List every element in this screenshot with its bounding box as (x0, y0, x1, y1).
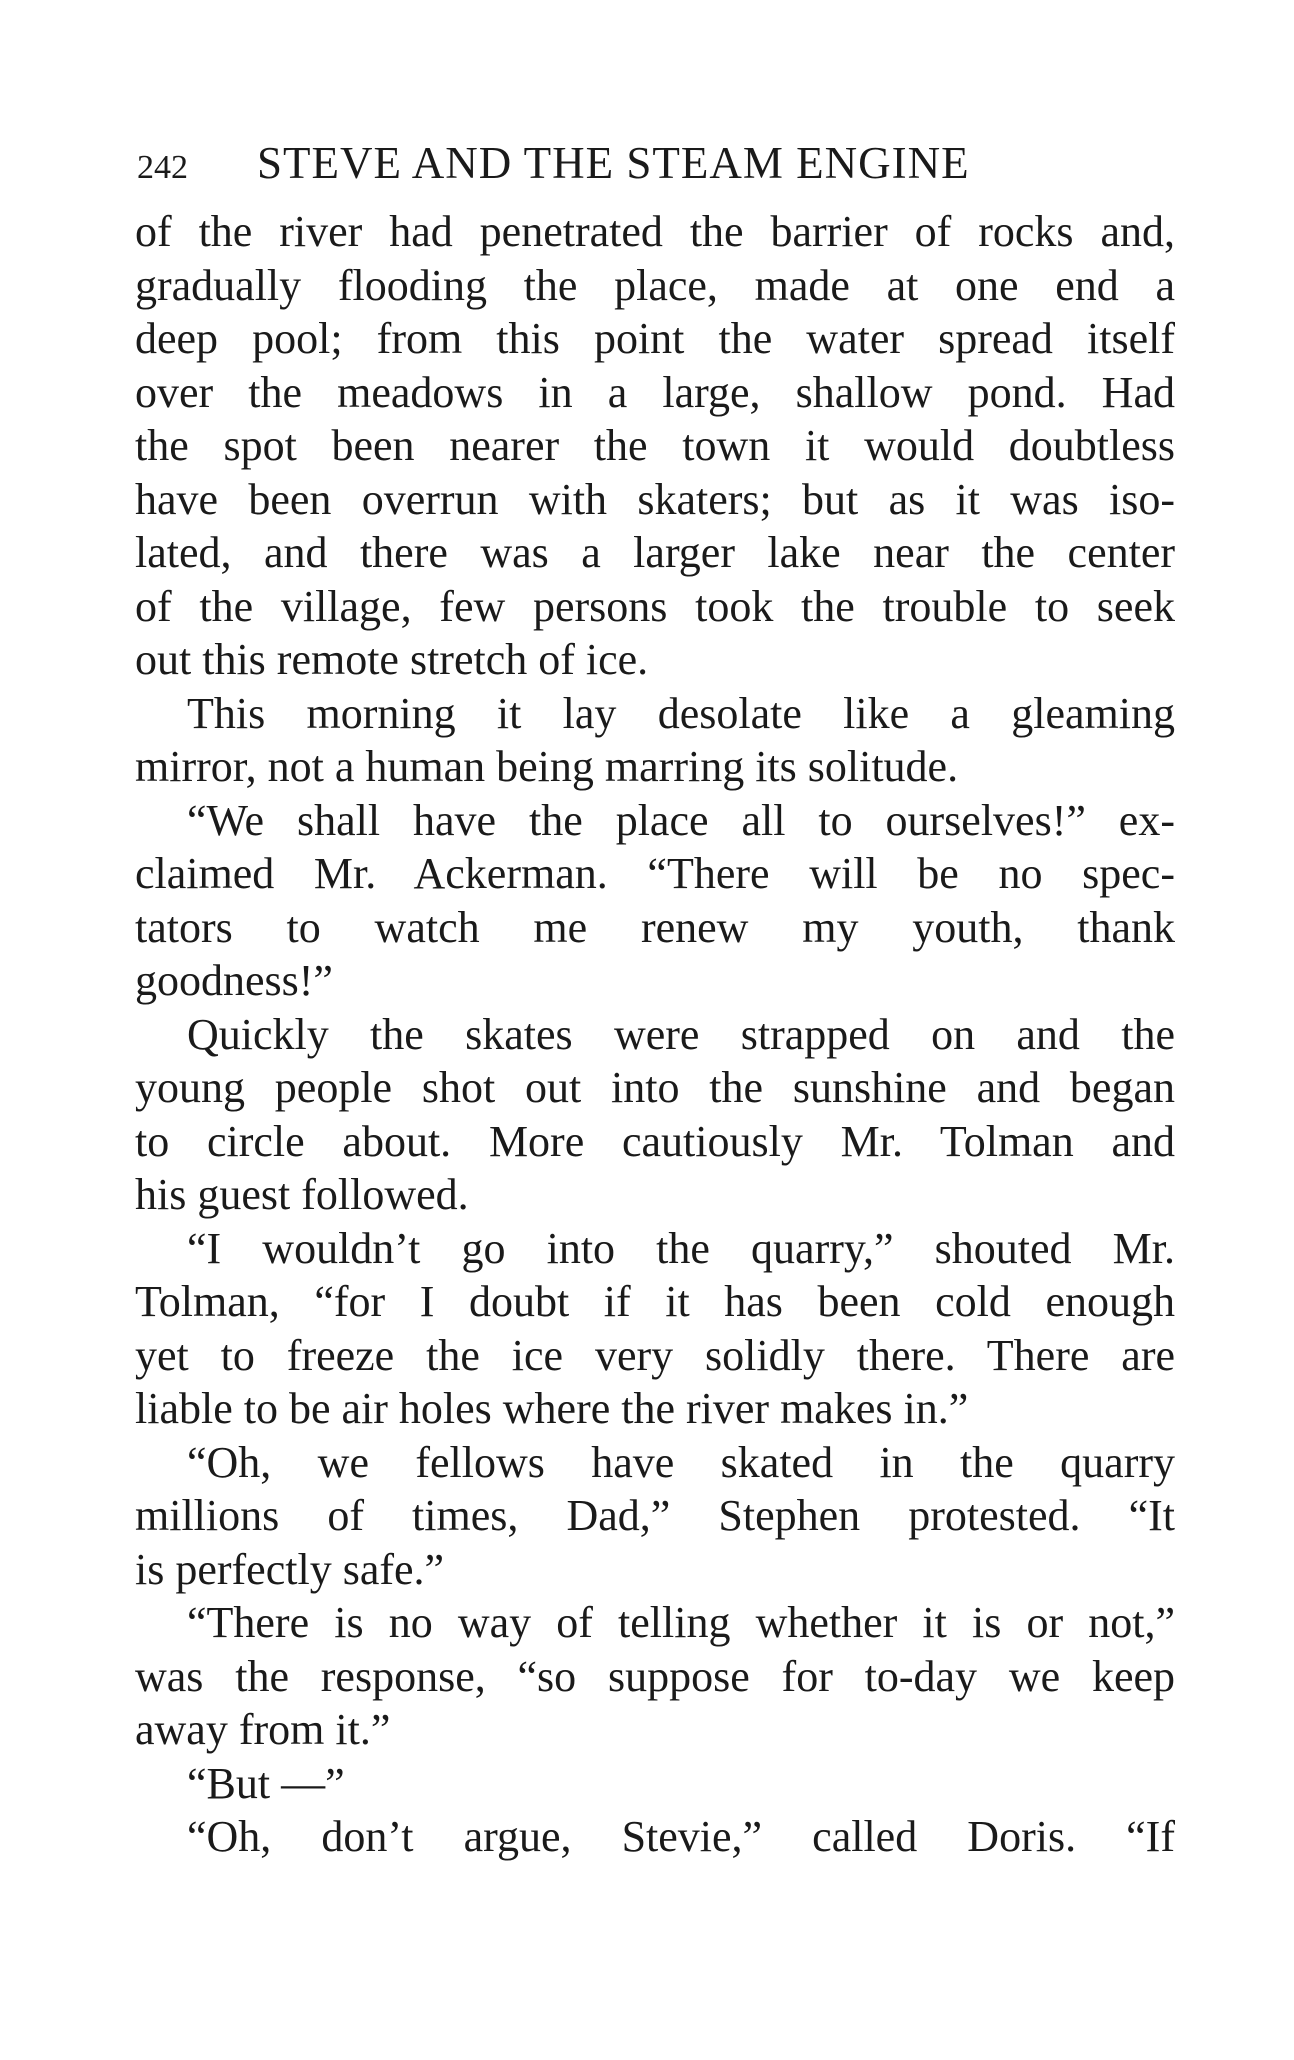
text-line: tators to watch me renew my youth, thank (135, 902, 1175, 952)
text-line: deep pool; from this point the water spread itself (135, 314, 1175, 363)
text-line: lated, and there was a larger lake near the center (135, 528, 1175, 577)
page-number: 242 (137, 149, 188, 186)
text-line: “Oh, we fellows have skated in the quarry (187, 1437, 1175, 1487)
text-line: “Oh, don’t argue, Stevie,” called Doris. “If (187, 1812, 1175, 1861)
text-line: millions of times, Dad,” Stephen protested. “It (135, 1491, 1175, 1540)
text-line: of the river had penetrated the barrier of rocks and, (135, 207, 1175, 256)
text-line: was the response, “so suppose for to-day we keep (135, 1651, 1175, 1701)
text-line: claimed Mr. Ackerman. “There will be no spec- (135, 849, 1175, 898)
text-line: have been overrun with skaters; but as it was iso- (135, 474, 1175, 524)
text-line: “There is no way of telling whether it is or not,” (187, 1598, 1175, 1647)
text-line: away from it.” (135, 1705, 391, 1754)
text-line: “We shall have the place all to ourselves!” ex- (187, 795, 1175, 845)
text-line: the spot been nearer the town it would doubtless (135, 421, 1175, 470)
text-line: Quickly the skates were strapped on and the (187, 1009, 1175, 1059)
text-line: “I wouldn’t go into the quarry,” shouted Mr. (187, 1223, 1175, 1273)
text-line: “But —” (187, 1758, 345, 1808)
text-line: over the meadows in a large, shallow pond. Had (135, 367, 1175, 417)
text-line: goodness!” (135, 956, 333, 1005)
text-line: is perfectly safe.” (135, 1544, 445, 1594)
text-line: yet to freeze the ice very solidly there. There are (135, 1330, 1175, 1380)
running-head (137, 128, 1177, 198)
text-line: out this remote stretch of ice. (135, 635, 649, 684)
running-title: STEVE AND THE STEAM ENGINE (257, 138, 970, 188)
text-line: mirror, not a human being marring its solitude. (135, 742, 959, 791)
text-line: young people shot out into the sunshine and began (135, 1063, 1175, 1112)
text-line: Tolman, “for I doubt if it has been cold enough (135, 1277, 1175, 1326)
body-text (135, 205, 1175, 1864)
text-line: liable to be air holes where the river makes in.” (135, 1384, 969, 1433)
text-line: his guest followed. (135, 1170, 469, 1219)
text-line: to circle about. More cautiously Mr. Tolman and (135, 1116, 1175, 1166)
text-line: gradually flooding the place, made at one end a (135, 260, 1175, 310)
text-line: of the village, few persons took the trouble to seek (135, 581, 1175, 631)
text-line: This morning it lay desolate like a gleaming (187, 688, 1175, 738)
